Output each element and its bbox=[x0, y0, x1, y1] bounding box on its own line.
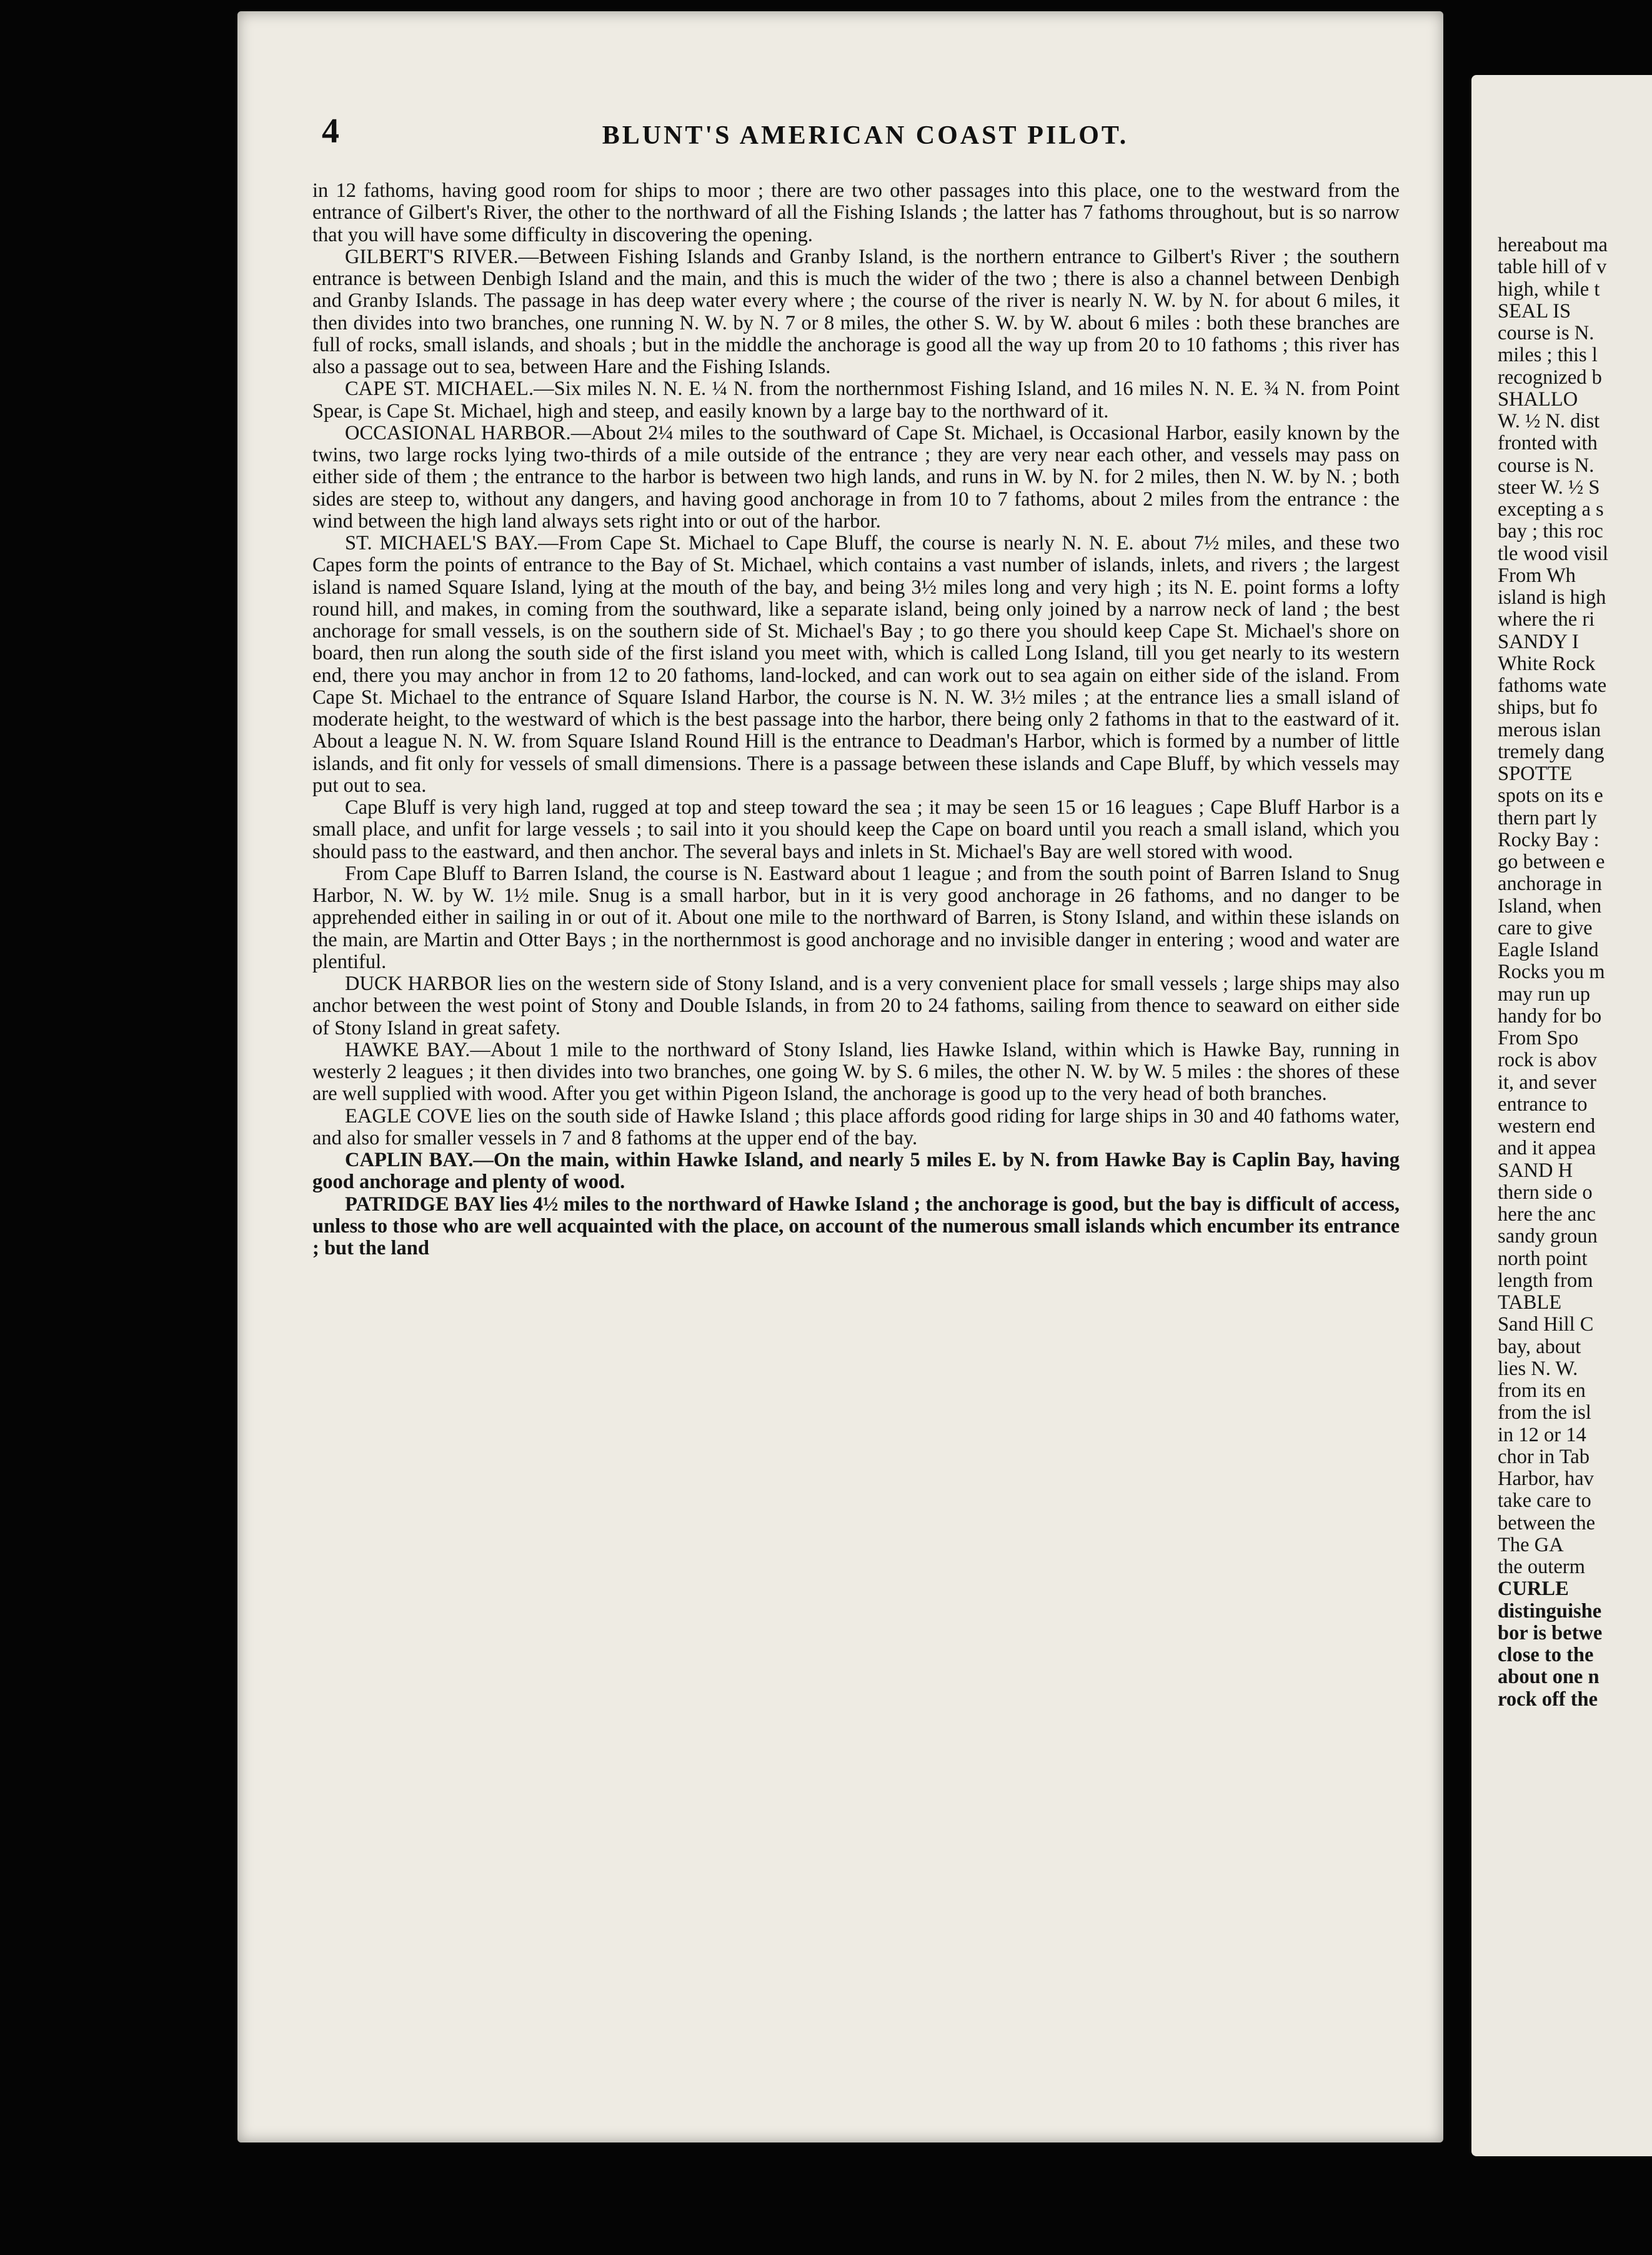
right-page-line: Rocky Bay : bbox=[1498, 829, 1600, 851]
right-page-line: course is N. bbox=[1498, 322, 1595, 344]
right-page-line: and it appea bbox=[1498, 1138, 1596, 1160]
page-number: 4 bbox=[322, 112, 339, 151]
right-page-line: thern side o bbox=[1498, 1181, 1593, 1204]
right-page-line: TABLE bbox=[1498, 1292, 1562, 1314]
right-page-line: SEAL IS bbox=[1498, 300, 1571, 322]
right-page-line: spots on its e bbox=[1498, 785, 1603, 808]
right-page-fragment bbox=[1471, 75, 1652, 2156]
paragraph-cape-st-michael: CAPE ST. MICHAEL.—Six miles N. N. E. ¼ N. from the northernmost Fishing Island, and 16 miles N. N. E. ¾ N. from Point Spear, is Cape St. Michael, high and steep, and easily known by a large bay to the northward of it. bbox=[312, 378, 1400, 422]
right-page-line: SPOTTE bbox=[1498, 763, 1573, 785]
right-page-line: bay, about bbox=[1498, 1336, 1581, 1358]
paragraph-hawke-bay: HAWKE BAY.—About 1 mile to the northward of Stony Island, lies Hawke Island, within which is Hawke Bay, running in westerly 2 leagues ; it then divides into two branches, one going W. by S. 6 miles, the other N. W. by W. 5 miles : the shores of these are well supplied with wood. After you get within Pigeon Island, the anchorage is good up to the very head of both branches. bbox=[312, 1038, 1400, 1106]
right-page-line: SAND H bbox=[1498, 1159, 1573, 1182]
right-page-line: handy for bo bbox=[1498, 1005, 1602, 1028]
right-page-line: Harbor, hav bbox=[1498, 1468, 1594, 1490]
right-page-line: From Spo bbox=[1498, 1028, 1579, 1049]
paragraph-st-michaels-bay: ST. MICHAEL'S BAY.—From Cape St. Michael to Cape Bluff, the course is nearly N. N. E. about 7½ miles, and these two Capes form the points of entrance to the Bay of St. Michael, which contains a vast number of islands, inlets, and rivers ; the largest island is named Square Island, lying at the mouth of the bay, and being 3½ miles long and very high ; its N. E. point forms a lofty round hill, and makes, in coming from the southward, like a separate island, being only joined by a narrow neck of land ; the best anchorage for small vessels, is on the southern side of St. Michael's Bay ; to go there you should keep Cape St. Michael's shore on board, then run along the south side of the first island you meet with, which is called Long Island, till you get nearly to its western end, there you may anchor in from 12 to 20 fathoms, land-locked, and can work out to sea again on either side of the island. From Cape St. Michael to the entrance of Square Island Harbor, the course is N. N. W. 3½ miles ; at the entrance lies a small island of moderate height, to the westward of which is the best passage into the harbor, there being only 2 fathoms in that to the eastward of it. About a league N. N. W. from Square Island Round Hill is the entrance to Deadman's Harbor, which is formed by a number of little islands, and fit only for vessels of small dimensions. There is a passage between these islands and Cape Bluff, by which vessels may put out to sea. bbox=[312, 532, 1400, 797]
right-page-line: north point bbox=[1498, 1248, 1588, 1270]
right-page-line: chor in Tab bbox=[1498, 1446, 1590, 1468]
right-page-line: tle wood visil bbox=[1498, 542, 1608, 565]
paragraph-barren-island: From Cape Bluff to Barren Island, the course is N. Eastward about 1 league ; and from the south point of Barren Island to Snug Harbor, N. W. by W. 1½ mile. Snug is a small harbor, but in it is very good anchorage in 26 fathoms, and no danger to be apprehended either in sailing in or out of it. About one mile to the northward of Barren, is Stony Island, and within these islands on the main, are Martin and Otter Bays ; in the northernmost is good anchorage and no invisible danger in entering ; wood and water are plentiful. bbox=[312, 862, 1400, 973]
right-page-line: tremely dang bbox=[1498, 741, 1605, 763]
right-page-line: Rocks you m bbox=[1498, 961, 1605, 984]
right-page-line: From Wh bbox=[1498, 564, 1576, 587]
right-page-line: western end bbox=[1498, 1116, 1596, 1138]
right-page-line: steer W. ½ S bbox=[1498, 476, 1600, 499]
running-head: BLUNT'S AMERICAN COAST PILOT. bbox=[602, 121, 1129, 150]
paragraph-occasional-harbor: OCCASIONAL HARBOR.—About 2¼ miles to the southward of Cape St. Michael, is Occasional Harbor, easily known by the twins, two large rocks lying two-thirds of a mile outside of the entrance ; they are very near each other, and vessels may pass on either side of them ; the entrance to the harbor is between two high lands, and runs in W. by N. for 2 miles, then N. W. by N. ; both sides are steep to, without any dangers, and having good anchorage in from 10 to 7 fathoms, about 2 miles from the entrance : the wind between the high land always sets right into or out of the harbor. bbox=[312, 421, 1400, 532]
right-page-line: go between e bbox=[1498, 851, 1605, 873]
right-page-line: island is high bbox=[1498, 587, 1606, 609]
right-page-line: from its en bbox=[1498, 1380, 1586, 1402]
right-page-line: hereabout ma bbox=[1498, 234, 1608, 256]
right-page-line: rock off the bbox=[1498, 1688, 1598, 1711]
right-page-line: table hill of v bbox=[1498, 256, 1607, 279]
paragraph-duck-harbor: DUCK HARBOR lies on the western side of Stony Island, and is a very convenient place for small vessels ; large ships may also anchor between the west point of Stony and Double Islands, in from 20 to 24 fathoms, sailing from thence to seaward on either side of Stony Island in great safety. bbox=[312, 972, 1400, 1039]
right-page-line: about one n bbox=[1498, 1666, 1600, 1689]
right-page-line: in 12 or 14 bbox=[1498, 1424, 1586, 1446]
paragraph-cape-bluff: Cape Bluff is very high land, rugged at top and steep toward the sea ; it may be seen 15 or 16 leagues ; Cape Bluff Harbor is a small place, and unfit for large vessels ; to sail into it you should keep the Cape on board until you reach a small island, which you should pass to the eastward, and then anchor. The several bays and inlets in St. Michael's Bay are well stored with wood. bbox=[312, 796, 1400, 863]
right-page-line: Sand Hill C bbox=[1498, 1314, 1594, 1336]
right-page-line: CURLE bbox=[1498, 1578, 1569, 1601]
right-page-line: where the ri bbox=[1498, 609, 1595, 631]
right-page-line: Island, when bbox=[1498, 895, 1602, 918]
right-page-line: W. ½ N. dist bbox=[1498, 411, 1600, 432]
paragraph-eagle-cove: EAGLE COVE lies on the south side of Hawke Island ; this place affords good riding for large ships in 30 and 40 fathoms water, and also for smaller vessels in 7 and 8 fathoms at the upper end of the bay. bbox=[312, 1104, 1400, 1149]
right-page-line: close to the bbox=[1498, 1644, 1594, 1666]
right-page-line: high, while t bbox=[1498, 278, 1600, 301]
right-page-line: merous islan bbox=[1498, 719, 1601, 741]
right-page-line: sandy groun bbox=[1498, 1226, 1598, 1248]
right-page-line: lies N. W. bbox=[1498, 1358, 1578, 1380]
right-page-line: anchorage in bbox=[1498, 873, 1602, 896]
right-page-line: fronted with bbox=[1498, 432, 1598, 455]
right-page-line: Eagle Island bbox=[1498, 939, 1599, 961]
right-page-line: distinguishe bbox=[1498, 1600, 1602, 1622]
right-page-line: length from bbox=[1498, 1269, 1593, 1292]
body-text bbox=[312, 180, 1400, 1259]
right-page-line: bay ; this roc bbox=[1498, 521, 1603, 543]
left-page bbox=[237, 11, 1443, 2142]
right-page-line: care to give bbox=[1498, 917, 1593, 939]
right-page-line: fathoms wate bbox=[1498, 675, 1607, 697]
paragraph-gilberts-river: GILBERT'S RIVER.—Between Fishing Islands and Granby Island, is the northern entrance to Gilbert's River ; the southern entrance is between Denbigh Island and the main, and this is much the wider of the two ; there is also a channel between Denbigh and Granby Islands. The passage in has deep water every where ; the course of the river is nearly N. W. by N. for about 6 miles, it then divides into two branches, one running N. W. by N. 7 or 8 miles, the other S. W. by W. about 6 miles : both these branches are full of rocks, small islands, and shoals ; but in the middle the anchorage is good all the way up from 20 to 10 fathoms ; this river has also a passage out to sea, between Hare and the Fishing Islands. bbox=[312, 245, 1400, 378]
right-page-line: the outerm bbox=[1498, 1556, 1585, 1578]
right-page-line: SANDY I bbox=[1498, 631, 1579, 653]
right-page-line: it, and sever bbox=[1498, 1071, 1596, 1094]
right-page-line: entrance to bbox=[1498, 1093, 1588, 1116]
paragraph: in 12 fathoms, having good room for ships to moor ; there are two other passages into this place, one to the westward from the entrance of Gilbert's River, the other to the northward of all the Fishing Islands ; the latter has 7 fathoms throughout, but is so narrow that you will have some difficulty in discovering the opening. bbox=[312, 179, 1400, 246]
right-page-line: bor is betwe bbox=[1498, 1622, 1603, 1644]
right-page-line: may run up bbox=[1498, 983, 1591, 1006]
right-page-line: from the isl bbox=[1498, 1402, 1591, 1424]
right-page-line: White Rock bbox=[1498, 652, 1596, 675]
right-page-line: miles ; this l bbox=[1498, 344, 1598, 367]
right-page-line: SHALLO bbox=[1498, 388, 1578, 411]
right-page-line: between the bbox=[1498, 1512, 1596, 1534]
right-page-line: ships, but fo bbox=[1498, 697, 1598, 719]
paragraph-patridge-bay: PATRIDGE BAY lies 4½ miles to the northward of Hawke Island ; the anchorage is good, but the bay is difficult of access, unless to those who are well acquainted with the place, on account of the numerous small islands which encumber its entrance ; but the land bbox=[312, 1192, 1400, 1259]
paragraph-caplin-bay: CAPLIN BAY.—On the main, within Hawke Island, and nearly 5 miles E. by N. from Hawke Bay is Caplin Bay, having good anchorage and plenty of wood. bbox=[312, 1149, 1400, 1194]
right-page-lines bbox=[1498, 234, 1652, 1711]
right-page-line: excepting a s bbox=[1498, 499, 1604, 521]
right-page-line: recognized b bbox=[1498, 366, 1602, 389]
right-page-line: take care to bbox=[1498, 1490, 1591, 1512]
right-page-line: here the anc bbox=[1498, 1204, 1596, 1226]
right-page-line: thern part ly bbox=[1498, 807, 1597, 829]
right-page-line: The GA bbox=[1498, 1534, 1564, 1556]
right-page-line: rock is abov bbox=[1498, 1049, 1597, 1072]
right-page-line: course is N. bbox=[1498, 454, 1595, 477]
